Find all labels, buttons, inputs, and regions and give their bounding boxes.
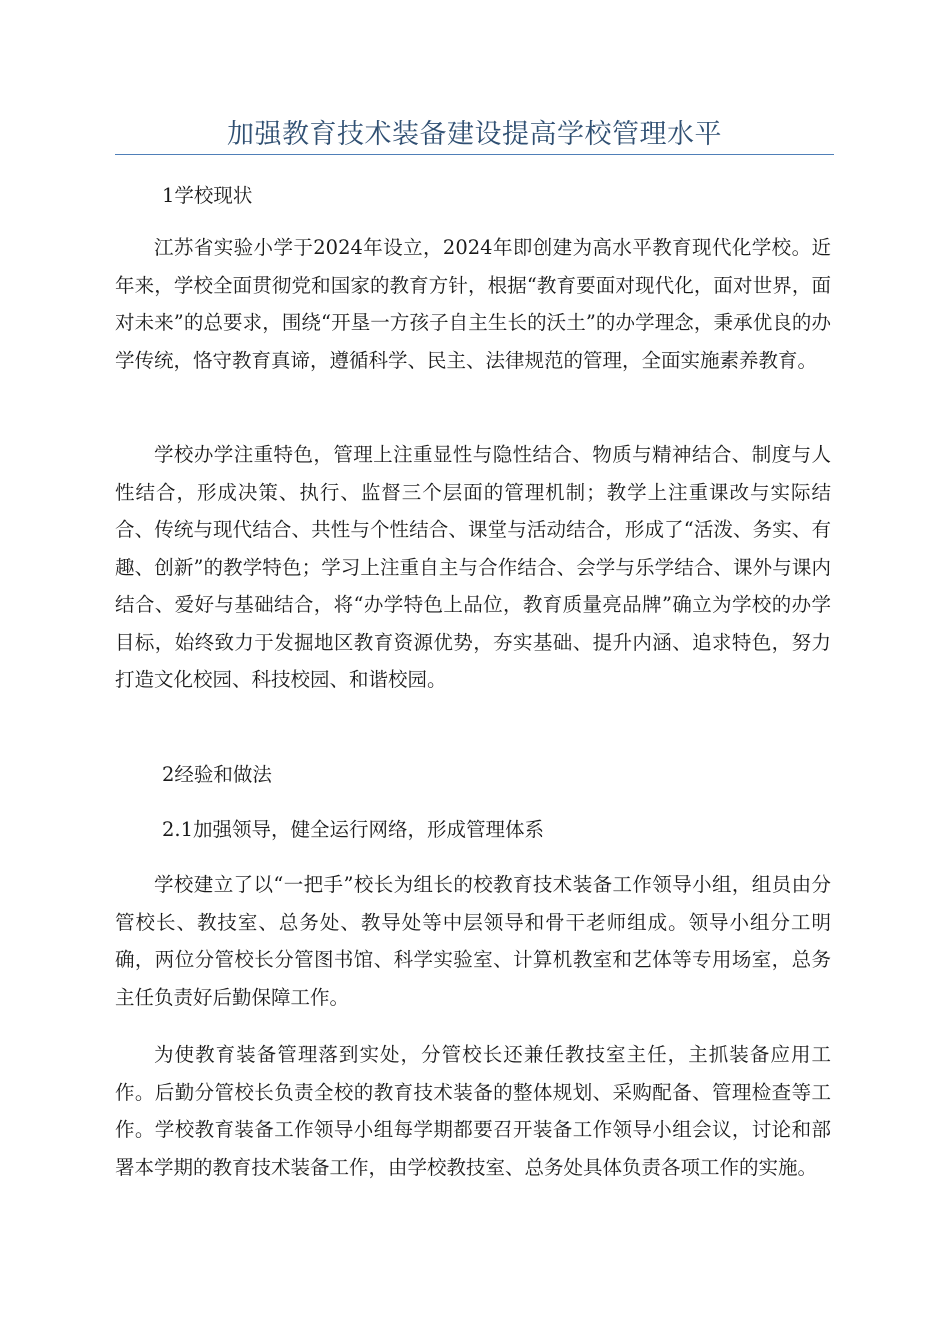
title-underline — [115, 154, 834, 155]
paragraph-1: 江苏省实验小学于2024年设立，2024年即创建为高水平教育现代化学校。近年来，学校全面贯彻党和国家的教育方针，根据“教育要面对现代化，面对世界，面对未来”的总要求，围绕“开垦一方孩子自主生长的沃土”的办学理念，秉承优良的办学传统，恪守教育真谛，遵循科学、民主、法律规范的管理，全面实施素养教育。 — [115, 236, 831, 372]
paragraph-3: 学校建立了以“一把手”校长为组长的校教育技术装备工作领导小组，组员由分管校长、教技室、总务处、教导处等中层领导和骨干老师组成。领导小组分工明确，两位分管校长分管图书馆、科学实验室、计算机教室和艺体等专用场室，总务主任负责好后勤保障工作。 — [115, 873, 831, 1009]
section-2-1-heading: 2.1加强领导，健全运行网络，形成管理体系 — [162, 818, 545, 841]
section-1-heading: 1学校现状 — [162, 184, 253, 207]
document-title: 加强教育技术装备建设提高学校管理水平 — [227, 119, 722, 150]
paragraph-2: 学校办学注重特色，管理上注重显性与隐性结合、物质与精神结合、制度与人性结合，形成决策、执行、监督三个层面的管理机制；教学上注重课改与实际结合、传统与现代结合、共性与个性结合、课堂与活动结合，形成了“活泼、务实、有趣、创新”的教学特色；学习上注重自主与合作结合、会学与乐学结合、课外与课内结合、爱好与基础结合，将“办学特色上品位，教育质量亮品牌”确立为学校的办学目标，始终致力于发掘地区教育资源优势，夯实基础、提升内涵、追求特色，努力打造文化校园、科技校园、和谐校园。 — [115, 443, 831, 691]
paragraph-4: 为使教育装备管理落到实处，分管校长还兼任教技室主任，主抓装备应用工作。后勤分管校长负责全校的教育技术装备的整体规划、采购配备、管理检查等工作。学校教育装备工作领导小组每学期都要召开装备工作领导小组会议，讨论和部署本学期的教育技术装备工作，由学校教技室、总务处具体负责各项工作的实施。 — [115, 1043, 831, 1179]
section-2-heading: 2经验和做法 — [162, 763, 272, 786]
